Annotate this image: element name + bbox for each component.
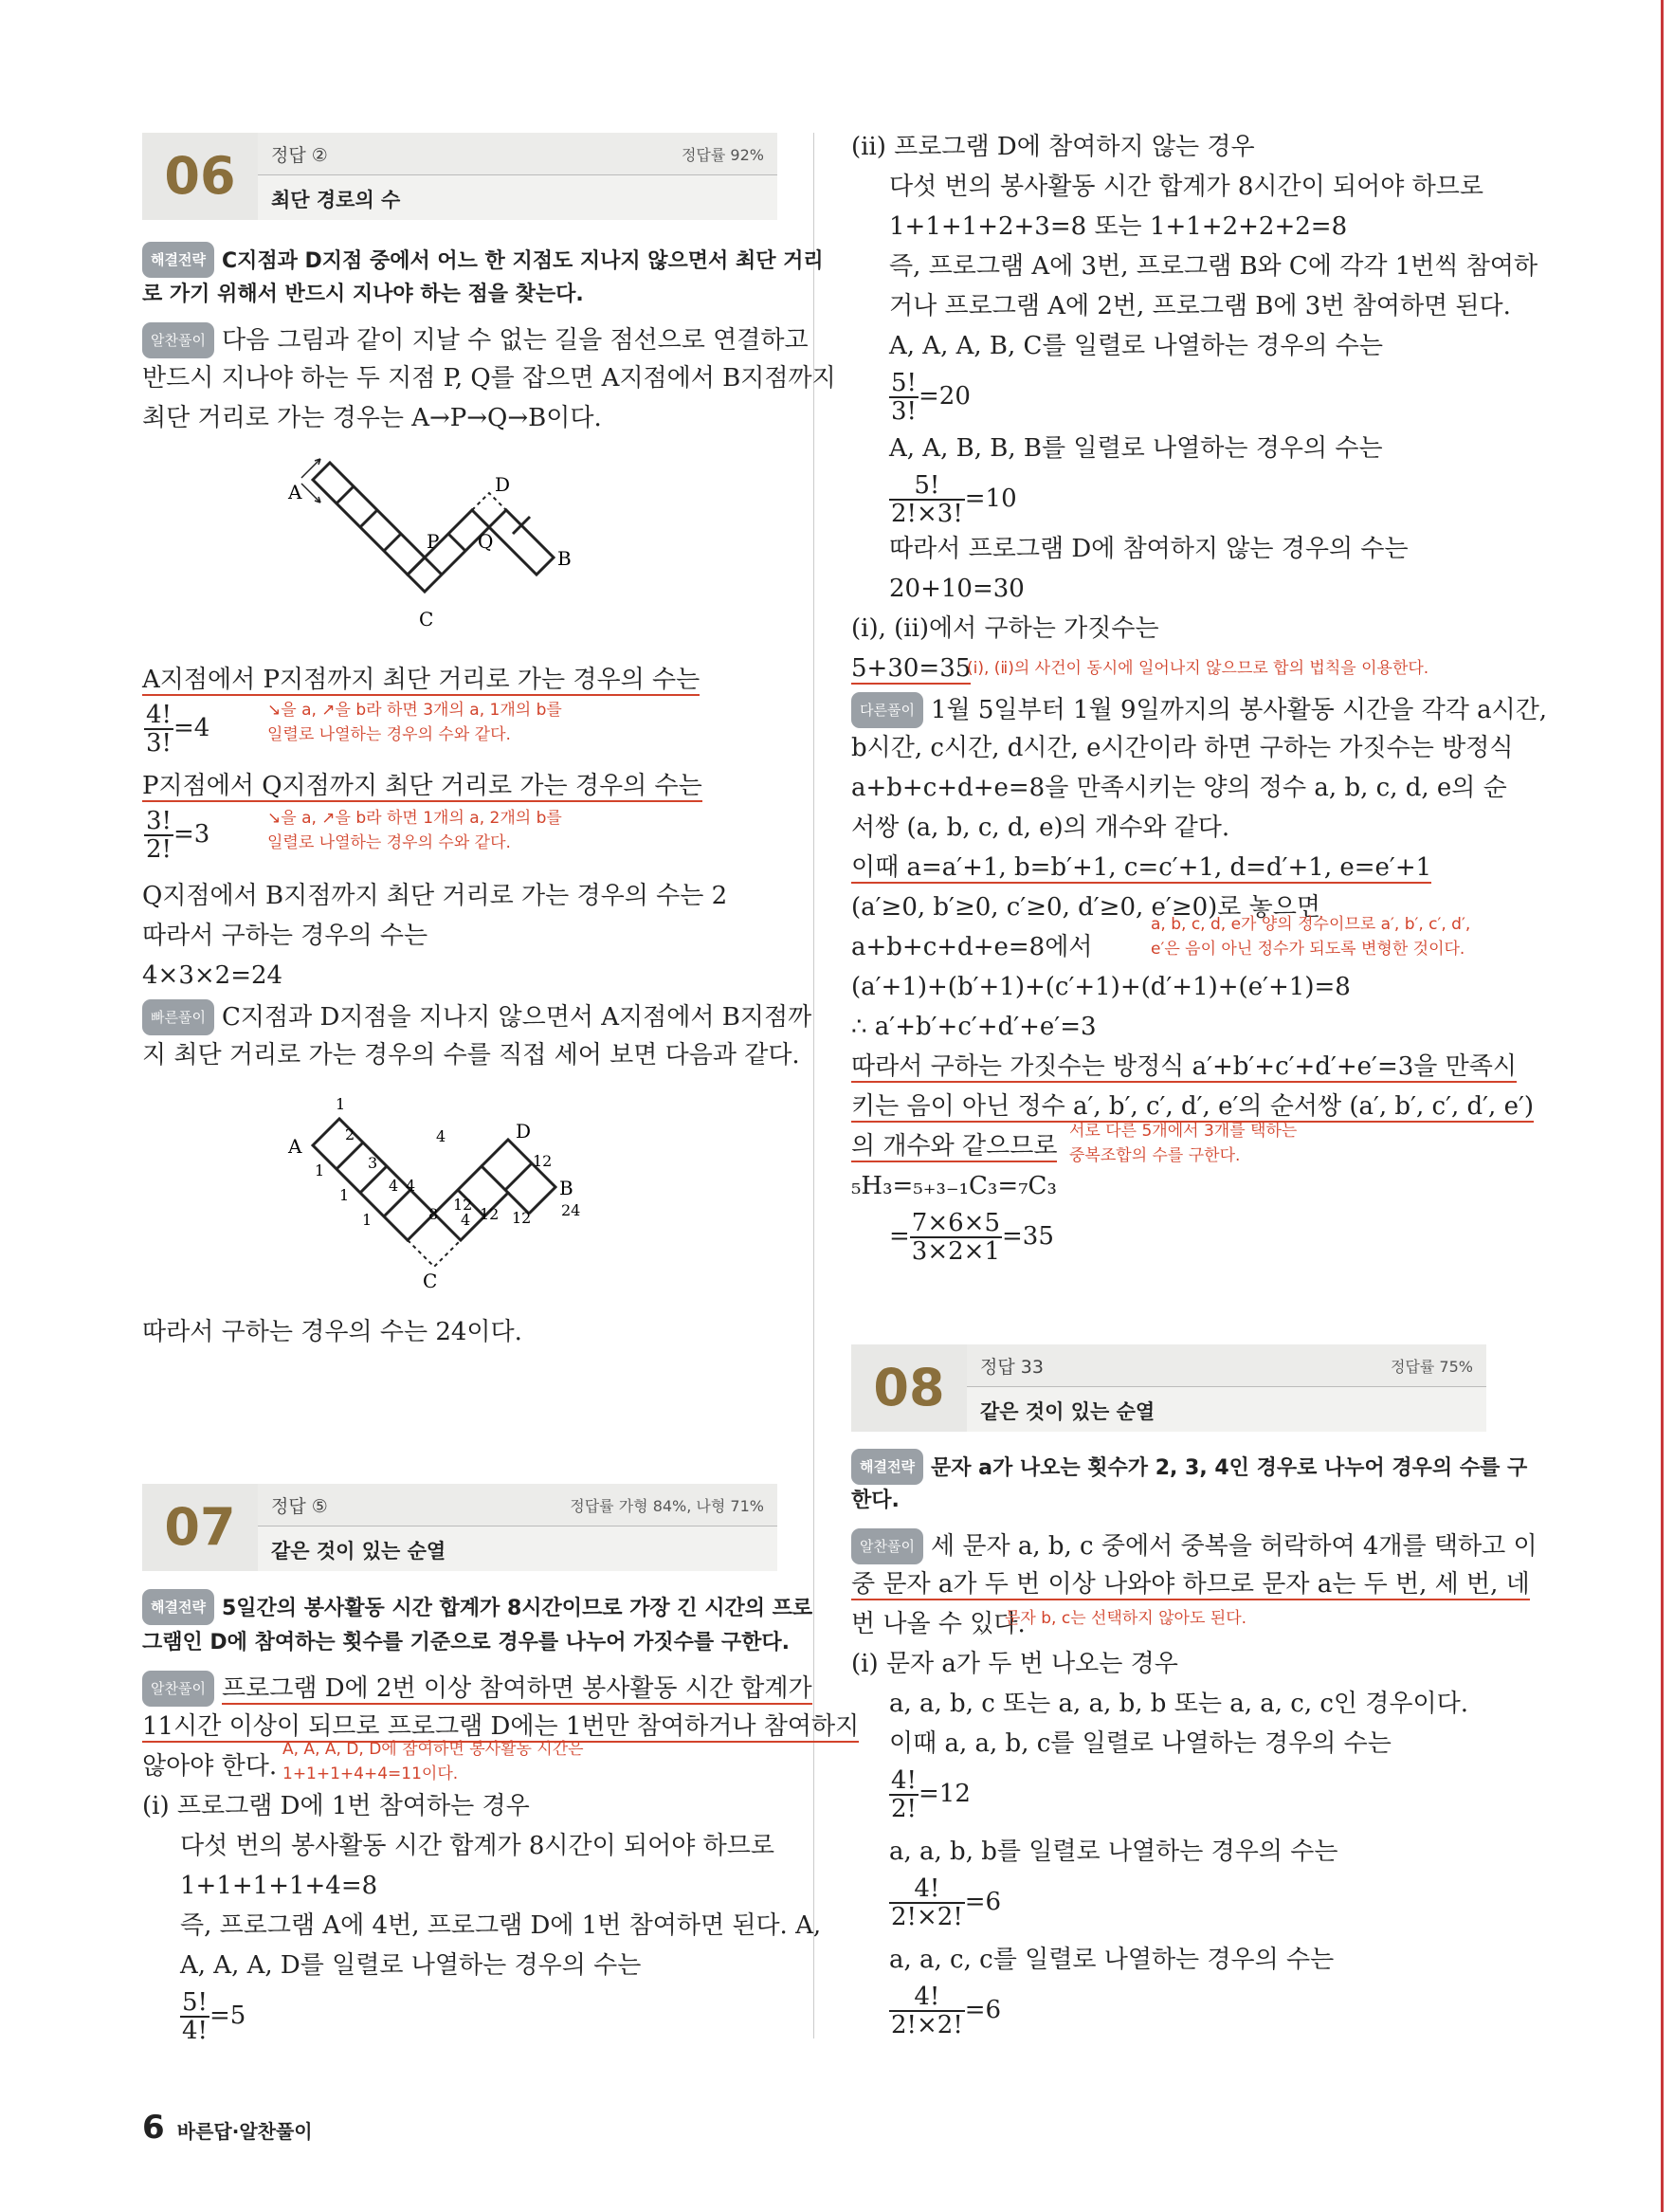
page-footer: [142, 2109, 313, 2147]
solution-line-1: 알찬풀이 다음 그림과 같이 지날 수 없는 길을 점선으로 연결하고: [142, 322, 809, 358]
strategy-tag: 해결전략: [851, 1449, 923, 1485]
problem-title: 같은 것이 있는 순열: [271, 1540, 446, 1563]
solution-line-3: 않아야 한다.: [142, 1752, 278, 1781]
other-line-13: ₅H₃=₅₊₃₋₁C₃=₇C₃: [851, 1172, 1057, 1200]
answer-label: 정답 ⑤: [271, 1496, 328, 1517]
case-1-frac-2: $\frac{4!}{2!\times 2!}$ =6: [891, 1874, 1002, 1931]
case-2-frac-1: $\frac{5!}{3!}$ =20: [891, 369, 971, 426]
case-2-line-a: 다섯 번의 봉사활동 시간 합계가 8시간이 되어야 하므로: [889, 173, 1483, 201]
other-line-4: 서쌍 (a, b, c, d, e)의 개수와 같다.: [851, 814, 1230, 842]
other-line-10: 따라서 구하는 가짓수는 방정식 a′+b′+c′+d′+e′=3을 만족시: [851, 1052, 1518, 1081]
point-D: D: [495, 473, 511, 496]
page-number: 6: [142, 2109, 165, 2147]
case-1-heading: (ⅰ) 문자 a가 두 번 나오는 경우: [851, 1650, 1178, 1678]
count: 4: [461, 1211, 471, 1229]
count: 1: [315, 1161, 325, 1179]
other-line-1: 다른풀이 1월 5일부터 1월 9일까지의 봉사활동 시간을 각각 a시간,: [851, 692, 1547, 728]
p07-note-1: A, A, A, D, D에 참여하면 봉사활동 시간은 1+1+1+4+4=11이다.: [282, 1740, 584, 1783]
p06-frac-2: $\frac{3!}{2!}$ =3: [146, 807, 210, 864]
point-C: C: [423, 1270, 438, 1289]
case-1-line-a: a, a, b, c 또는 a, a, b, b 또는 a, a, c, c인 경우이다.: [889, 1690, 1469, 1718]
case-1-line-c: a, a, b, b를 일렬로 나열하는 경우의 수는: [889, 1837, 1338, 1866]
p07-note-3: a, b, c, d, e가 양의 정수이므로 a′, b′, c′, d′, e′은 음이 아닌 정수가 되도록 변형한 것이다.: [1151, 915, 1471, 959]
case-sum-result: 5+30=35: [851, 654, 972, 683]
case-1-line-b: 이때 a, a, b, c를 일렬로 나열하는 경우의 수는: [889, 1729, 1392, 1758]
case-1-frac: $\frac{5!}{4!}$ =5: [182, 1988, 246, 2045]
problem-06-header: [142, 133, 777, 220]
other-line-6: (a′≥0, b′≥0, c′≥0, d′≥0, e′≥0)로 놓으면: [851, 893, 1321, 922]
problem-08-header: [851, 1344, 1486, 1432]
count: 1: [336, 1095, 346, 1113]
point-B: B: [559, 1177, 573, 1199]
grid-figure-1: [275, 453, 654, 643]
strategy-tag: 해결전략: [142, 242, 214, 278]
fast-line-1: 빠른풀이 C지점과 D지점을 지나지 않으면서 A지점에서 B지점까: [142, 999, 811, 1035]
case-2-line-d: 거나 프로그램 A에 2번, 프로그램 B에 3번 참여하면 된다.: [889, 292, 1511, 320]
count: 4: [436, 1127, 446, 1145]
page-edge-line: [1661, 0, 1664, 2212]
p06-conclusion: 따라서 구하는 경우의 수는 24이다.: [142, 1318, 522, 1346]
other-frac: = $\frac{7\times 6\times 5}{3\times 2\times 1}$ =35: [889, 1209, 1054, 1266]
strategy-line-2: 로 가기 위해서 반드시 지나야 하는 점을 찾는다.: [142, 283, 584, 306]
other-line-7: a+b+c+d+e=8에서: [851, 933, 1093, 961]
problem-title: 같은 것이 있는 순열: [980, 1400, 1155, 1423]
other-line-9: ∴ a′+b′+c′+d′+e′=3: [851, 1013, 1097, 1041]
p06-line-qb: Q지점에서 B지점까지 최단 거리로 가는 경우의 수는 2: [142, 882, 728, 910]
correct-rate: 정답률 75%: [1390, 1358, 1473, 1376]
case-2-heading: (ⅱ) 프로그램 D에 참여하지 않는 경우: [851, 133, 1255, 161]
solution-line-3: 최단 거리로 가는 경우는 A→P→Q→B이다.: [142, 404, 602, 432]
case-2-line-g: 따라서 프로그램 D에 참여하지 않는 경우의 수는: [889, 535, 1409, 563]
strategy-line-2: 그램인 D에 참여하는 횟수를 기준으로 경우를 나누어 가짓수를 구한다.: [142, 1631, 790, 1654]
problem-number: 07: [164, 1497, 236, 1557]
p07-note-4: 서로 다른 5개에서 3개를 택하는 중복조합의 수를 구한다.: [1069, 1122, 1298, 1165]
count: 2: [345, 1125, 355, 1143]
point-A: A: [288, 481, 302, 503]
strategy-tag: 해결전략: [142, 1589, 214, 1625]
other-line-3: a+b+c+d+e=8을 만족시키는 양의 정수 a, b, c, d, e의 순: [851, 774, 1507, 802]
point-B: B: [557, 547, 572, 570]
count: 12: [453, 1196, 473, 1214]
point-P: P: [427, 530, 440, 553]
p08-note-1: 문자 b, c는 선택하지 않아도 된다.: [1005, 1609, 1247, 1628]
correct-rate: 정답률 가형 84%, 나형 71%: [570, 1497, 764, 1515]
case-2-frac-2: $\frac{5!}{2!\times 3!}$ =10: [891, 471, 1017, 528]
grid-figure-2: [275, 1090, 654, 1289]
solution-line-3: 번 나올 수 있다.: [851, 1610, 1026, 1638]
other-line-11: 키는 음이 아닌 정수 a′, b′, c′, d′, e′의 순서쌍 (a′, b′, c′, d′, e′): [851, 1092, 1535, 1121]
count: 8: [428, 1205, 439, 1223]
case-1-frac-1: $\frac{4!}{2!}$ =12: [891, 1766, 971, 1823]
case-1-line-d: a, a, c, c를 일렬로 나열하는 경우의 수는: [889, 1946, 1335, 1974]
p06-line-pq: P지점에서 Q지점까지 최단 거리로 가는 경우의 수는: [142, 772, 702, 800]
strategy-line-2: 한다.: [851, 1489, 900, 1512]
case-2-line-c: 즉, 프로그램 A에 3번, 프로그램 B와 C에 각각 1번씩 참여하: [889, 252, 1538, 281]
count: 12: [480, 1205, 500, 1223]
solution-line-1: 알찬풀이 프로그램 D에 2번 이상 참여하면 봉사활동 시간 합계가: [142, 1671, 812, 1707]
other-tag: 다른풀이: [851, 692, 923, 728]
other-line-8: (a′+1)+(b′+1)+(c′+1)+(d′+1)+(e′+1)=8: [851, 973, 1351, 1001]
count: 1: [339, 1186, 350, 1204]
solution-tag: 알찬풀이: [142, 1671, 214, 1707]
footer-label: 바른답·알찬풀이: [176, 2120, 313, 2143]
column-divider: [813, 133, 814, 2038]
answer-label: 정답 ②: [271, 145, 328, 166]
problem-07-header: [142, 1484, 777, 1571]
solution-line-2: 반드시 지나야 하는 두 지점 P, Q를 잡으면 A지점에서 B지점까지: [142, 364, 836, 393]
point-Q: Q: [478, 530, 494, 553]
point-D: D: [516, 1120, 532, 1143]
strategy-line-1: 해결전략 문자 a가 나오는 횟수가 2, 3, 4인 경우로 나누어 경우의 수를 구: [851, 1449, 1527, 1485]
case-1-heading: (ⅰ) 프로그램 D에 1번 참여하는 경우: [142, 1792, 530, 1820]
case-1-frac-3: $\frac{4!}{2!\times 2!}$ =6: [891, 1983, 1002, 2039]
p06-line-therefore: 따라서 구하는 경우의 수는: [142, 922, 428, 950]
p06-line-result: 4×3×2=24: [142, 961, 283, 990]
problem-number: 08: [873, 1358, 945, 1417]
other-line-12: 의 개수와 같으므로: [851, 1132, 1058, 1161]
case-2-line-e: A, A, A, B, C를 일렬로 나열하는 경우의 수는: [889, 332, 1384, 360]
problem-number: 06: [164, 146, 236, 206]
problem-title: 최단 경로의 수: [271, 189, 401, 211]
solution-tag: 알찬풀이: [142, 322, 214, 358]
count: 12: [512, 1209, 532, 1227]
case-1-line-b: 1+1+1+1+4=8: [180, 1872, 378, 1900]
p06-note-2: ↘을 a, ↗을 b라 하면 1개의 a, 2개의 b를 일렬로 나열하는 경우의 수와 같다.: [267, 809, 562, 852]
strategy-line-1: 해결전략 5일간의 봉사활동 시간 합계가 8시간이므로 가장 긴 시간의 프로: [142, 1589, 812, 1625]
count: 4: [406, 1177, 416, 1195]
case-1-line-d: A, A, A, D를 일렬로 나열하는 경우의 수는: [180, 1951, 642, 1980]
case-2-line-b: 1+1+1+2+3=8 또는 1+1+2+2+2=8: [889, 212, 1348, 241]
solution-tag: 알찬풀이: [851, 1528, 923, 1564]
case-2-line-h: 20+10=30: [889, 575, 1025, 603]
p06-frac-1: $\frac{4!}{3!}$ =4: [146, 701, 210, 758]
correct-rate: 정답률 92%: [681, 146, 764, 164]
case-1-line-c: 즉, 프로그램 A에 4번, 프로그램 D에 1번 참여하면 된다. A,: [180, 1911, 822, 1940]
answer-label: 정답 33: [980, 1357, 1044, 1378]
point-A: A: [288, 1135, 302, 1158]
p06-note-1: ↘을 a, ↗을 b라 하면 3개의 a, 1개의 b를 일렬로 나열하는 경우의 수와 같다.: [267, 701, 562, 744]
solution-line-1: 알찬풀이 세 문자 a, b, c 중에서 중복을 허락하여 4개를 택하고 이: [851, 1528, 1538, 1564]
fast-line-2: 지 최단 거리로 가는 경우의 수를 직접 세어 보면 다음과 같다.: [142, 1041, 800, 1069]
p07-note-2: (ⅰ), (ⅱ)의 사건이 동시에 일어나지 않으므로 합의 법칙을 이용한다.: [967, 659, 1429, 678]
count: 3: [368, 1154, 378, 1172]
count: 1: [362, 1211, 373, 1229]
solution-line-2: 중 문자 a가 두 번 이상 나와야 하므로 문자 a는 두 번, 세 번, 네: [851, 1570, 1530, 1599]
case-1-line-a: 다섯 번의 봉사활동 시간 합계가 8시간이 되어야 하므로: [180, 1832, 774, 1860]
count: 24: [561, 1201, 581, 1219]
case-2-line-f: A, A, B, B, B를 일렬로 나열하는 경우의 수는: [889, 434, 1383, 463]
case-sum-heading: (ⅰ), (ⅱ)에서 구하는 가짓수는: [851, 614, 1159, 643]
count: 4: [389, 1177, 399, 1195]
fast-tag: 빠른풀이: [142, 999, 214, 1035]
other-line-5: 이때 a=a′+1, b=b′+1, c=c′+1, d=d′+1, e=e′+1: [851, 853, 1432, 882]
other-line-2: b시간, c시간, d시간, e시간이라 하면 구하는 가짓수는 방정식: [851, 734, 1514, 762]
solution-line-2: 11시간 이상이 되므로 프로그램 D에는 1번만 참여하거나 참여하지: [142, 1712, 860, 1741]
p06-line-ap: A지점에서 P지점까지 최단 거리로 가는 경우의 수는: [142, 666, 701, 694]
count: 12: [533, 1152, 553, 1170]
point-C: C: [419, 608, 434, 631]
strategy-line-1: 해결전략 C지점과 D지점 중에서 어느 한 지점도 지나지 않으면서 최단 거리: [142, 242, 824, 278]
